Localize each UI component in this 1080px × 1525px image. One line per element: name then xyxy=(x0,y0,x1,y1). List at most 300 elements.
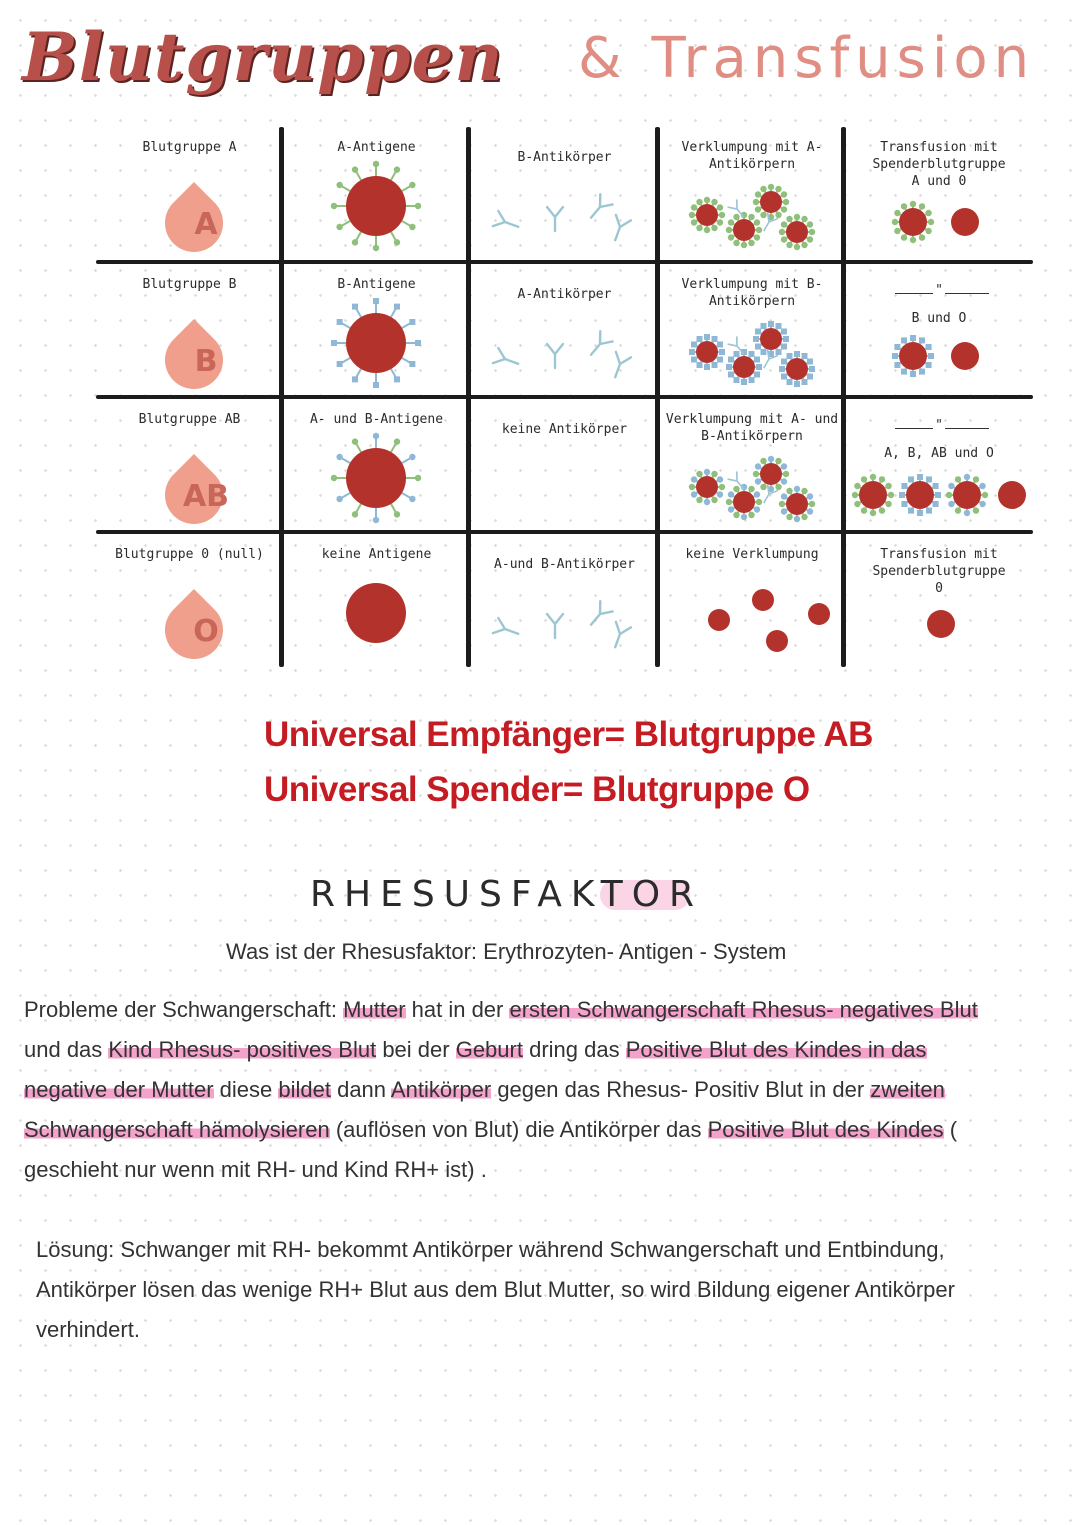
antibody-stroke xyxy=(608,352,631,380)
antigen-cell-illustration xyxy=(283,399,470,533)
antigen-tip xyxy=(783,199,789,205)
antigen-tip xyxy=(409,319,415,325)
antigen-tip xyxy=(768,456,774,462)
antigen-tip xyxy=(948,483,954,489)
antigen-tip xyxy=(749,377,755,383)
antigen-tip xyxy=(409,182,415,188)
antigen-tip xyxy=(928,219,934,225)
antigen-tip xyxy=(809,501,815,507)
donor-cell xyxy=(899,208,927,236)
antigen-tip xyxy=(955,476,961,482)
antigen-tip xyxy=(892,219,898,225)
universal-receiver: Universal Empfänger= Blutgruppe AB xyxy=(264,715,873,754)
antigen-tip xyxy=(711,497,717,503)
antibody xyxy=(493,348,521,371)
antigen-tip xyxy=(928,353,934,359)
antigen-tip xyxy=(892,353,898,359)
antigen-tip xyxy=(885,483,891,489)
antigen-tip xyxy=(373,298,379,304)
text-phrase: hat in der xyxy=(405,997,510,1022)
antibody xyxy=(547,344,563,368)
antigen-tip xyxy=(979,501,985,507)
antigen-tip xyxy=(879,476,885,482)
antigen-tip xyxy=(733,512,739,518)
antigen-tip xyxy=(801,488,807,494)
clumped-cell xyxy=(786,358,808,380)
antigen-label: keine Antigene xyxy=(321,547,432,562)
antigen-tip xyxy=(776,349,782,355)
antigen-tip xyxy=(409,224,415,230)
antigen-tip xyxy=(768,184,774,190)
transfusion-label: Transfusion mit Spenderblutgruppe 0 xyxy=(872,547,1006,596)
antigen-tip xyxy=(331,340,337,346)
antigen-tip xyxy=(794,351,800,357)
antigen-tip xyxy=(781,478,787,484)
antibody-label: A-und B-Antikörper xyxy=(494,557,635,572)
antigen-tip xyxy=(779,229,785,235)
antigen-cell-illustration xyxy=(283,127,470,261)
antibody-stroke xyxy=(547,614,563,638)
donor-cell xyxy=(953,481,981,509)
ditto-mark: " xyxy=(935,283,943,298)
antibody-label: B-Antikörper xyxy=(517,150,612,165)
antigen-tip xyxy=(801,514,807,520)
antigen-tip xyxy=(779,501,785,507)
clumping-label: Verklumpung mit B-Antikörpern xyxy=(681,277,823,309)
antigen-tip xyxy=(935,492,941,498)
ditto-mark: " xyxy=(935,418,943,433)
clumped-cell xyxy=(760,463,782,485)
antigen-tip xyxy=(394,511,400,517)
antigen-tip xyxy=(696,225,702,231)
antibody-stroke xyxy=(547,207,563,231)
antigen-tip xyxy=(336,496,342,502)
antigen-tip xyxy=(733,240,739,246)
antigen-tip xyxy=(728,234,734,240)
clumped-cell xyxy=(696,341,718,363)
antibody xyxy=(608,352,631,380)
antigen-tip xyxy=(336,224,342,230)
antigen-tip xyxy=(697,362,703,368)
page-subtitle: & Transfusion xyxy=(578,26,1036,91)
transfusion-illustration xyxy=(845,399,1033,533)
antigen-tip xyxy=(760,458,766,464)
antigen-tip xyxy=(696,471,702,477)
antigen-tip xyxy=(761,349,767,355)
antigen-tip xyxy=(955,507,961,513)
antigen-tip xyxy=(979,483,985,489)
antigen-tip xyxy=(973,507,979,513)
antigen-tip xyxy=(352,239,358,245)
antigen-tip xyxy=(409,454,415,460)
clumped-cell xyxy=(696,204,718,226)
antigen-tip xyxy=(373,161,379,167)
antibody xyxy=(585,194,613,223)
antigen-tip xyxy=(894,344,900,350)
antigen-tip xyxy=(926,508,932,514)
antigen-tip xyxy=(704,499,710,505)
antigen-tip xyxy=(753,199,759,205)
antigen-tip xyxy=(719,484,725,490)
clumped-cell xyxy=(786,493,808,515)
antigen-tip xyxy=(807,221,813,227)
antigen-tip xyxy=(783,336,789,342)
antibody xyxy=(585,331,613,360)
antigen-tip xyxy=(748,240,754,246)
antigen-tip xyxy=(786,242,792,248)
antigen-tip xyxy=(781,191,787,197)
antigen-tip xyxy=(901,337,907,343)
antigen-tip xyxy=(756,227,762,233)
antigen-tip xyxy=(336,454,342,460)
antigen-tip xyxy=(712,336,718,342)
antigen-tip xyxy=(870,510,876,516)
highlighted-phrase: bildet xyxy=(278,1077,331,1102)
antibody xyxy=(608,215,631,243)
antigen-tip xyxy=(925,210,931,216)
antigen-tip xyxy=(733,486,739,492)
antigen-tip xyxy=(807,374,813,380)
antigen-tip xyxy=(926,362,932,368)
antigen-tip xyxy=(786,514,792,520)
highlighted-phrase: Positive Blut des Kindes in das negative der Mutter xyxy=(24,1037,927,1102)
clumped-cell xyxy=(760,328,782,350)
antigen-tip xyxy=(919,203,925,209)
antigen-tip xyxy=(787,379,793,385)
antigen-tip xyxy=(726,499,732,505)
antigen-tip xyxy=(711,471,717,477)
antigen-tip xyxy=(964,474,970,480)
antibody-illustration xyxy=(470,264,659,398)
universal-donor: Universal Spender= Blutgruppe O xyxy=(264,770,810,809)
antigen-tip xyxy=(933,501,939,507)
antigen-tip xyxy=(852,492,858,498)
antigen-tip xyxy=(756,364,762,370)
antigen-tip xyxy=(373,382,379,388)
antigen-tip xyxy=(809,229,815,235)
antigen-tip xyxy=(794,214,800,220)
antigen-tip xyxy=(373,433,379,439)
antibody-stroke xyxy=(608,215,631,243)
text-phrase: Probleme der Schwangerschaft: xyxy=(24,997,344,1022)
antigen-cell-illustration xyxy=(283,534,470,668)
antigen-tip xyxy=(734,377,740,383)
antigen-tip xyxy=(854,483,860,489)
antigen-tip xyxy=(717,219,723,225)
antigen-tip xyxy=(908,476,914,482)
antigen-tip xyxy=(901,234,907,240)
donor-cell xyxy=(927,610,955,638)
clumped-cell xyxy=(808,603,830,625)
antigen-label: A- und B-Antigene xyxy=(309,412,444,427)
antigen-tip xyxy=(734,351,740,357)
blood-group-letter: B xyxy=(194,344,218,379)
highlighted-phrase: zweiten Schwangerschaft hämolysieren xyxy=(24,1077,945,1142)
highlighted-phrase: Kind Rhesus- positives Blut xyxy=(108,1037,377,1062)
antigen-tip xyxy=(754,372,760,378)
antigen-tip xyxy=(794,486,800,492)
antigen-tip xyxy=(861,507,867,513)
antigen-tip xyxy=(781,206,787,212)
antigen-tip xyxy=(691,342,697,348)
antibody-illustration xyxy=(470,534,659,668)
antigen-tip xyxy=(704,469,710,475)
antigen-tip xyxy=(741,379,747,385)
antigen-tip xyxy=(712,362,718,368)
donor-cell xyxy=(899,342,927,370)
antibody xyxy=(493,618,521,641)
transfusion-label: A, B, AB und O xyxy=(884,446,994,461)
antigen-tip xyxy=(733,214,739,220)
antigen-tip xyxy=(781,463,787,469)
antibody xyxy=(608,622,631,650)
antigen-tip xyxy=(753,336,759,342)
antigen-tip xyxy=(879,507,885,513)
highlighted-phrase: Geburt xyxy=(455,1037,523,1062)
antigen-tip xyxy=(697,336,703,342)
antigen-tip xyxy=(337,319,343,325)
clumping-illustration xyxy=(659,264,845,398)
antigen-tip xyxy=(775,458,781,464)
antigen-tip xyxy=(901,483,907,489)
antigen-tip xyxy=(728,491,734,497)
antigen-tip xyxy=(775,212,781,218)
donor-cell xyxy=(998,481,1026,509)
antigen-tip xyxy=(786,216,792,222)
antigen-tip xyxy=(748,486,754,492)
antigen-tip xyxy=(726,364,732,370)
antigen-tip xyxy=(691,476,697,482)
antigen-tip xyxy=(910,237,916,243)
antigen-label: A-Antigene xyxy=(337,140,416,155)
clumped-cell xyxy=(696,476,718,498)
antibody xyxy=(547,207,563,231)
antigen-tip xyxy=(901,369,907,375)
antigen-tip xyxy=(807,359,813,365)
antigen-tip xyxy=(775,484,781,490)
antigen-tip xyxy=(761,323,767,329)
antigen-tip xyxy=(917,510,923,516)
antigen-tip xyxy=(919,337,925,343)
clumped-cell xyxy=(752,589,774,611)
antibody-stroke xyxy=(493,618,521,641)
clumped-cell xyxy=(733,491,755,513)
blood-group-label: Blutgruppe AB xyxy=(138,412,241,427)
antigen-tip xyxy=(755,206,761,212)
antigen-tip xyxy=(741,514,747,520)
transfusion-label: B und O xyxy=(911,311,967,326)
clumping-illustration xyxy=(659,127,845,261)
antibody-stroke xyxy=(585,194,613,223)
blood-group-label: Blutgruppe 0 (null) xyxy=(115,547,264,562)
page-title: Blutgruppen xyxy=(22,18,504,96)
clumping-illustration xyxy=(659,399,845,533)
pregnancy-problems-text xyxy=(24,990,984,1190)
antigen-tip xyxy=(755,191,761,197)
antibody-stroke xyxy=(585,331,613,360)
transfusion-illustration xyxy=(845,264,1033,398)
antigen-tip xyxy=(717,491,723,497)
rhesus-question: Was ist der Rhesusfaktor: Erythrozyten- Antigen - System xyxy=(226,939,787,964)
blood-group-label: Blutgruppe B xyxy=(142,277,237,292)
antibody-stroke xyxy=(493,348,521,371)
clumped-cell xyxy=(766,630,788,652)
antibody-label: keine Antikörper xyxy=(501,422,628,437)
antibody xyxy=(493,211,521,234)
antigen-tip xyxy=(756,499,762,505)
antigen-tip xyxy=(373,517,379,523)
antigen-tip xyxy=(781,329,787,335)
clumped-cell xyxy=(760,191,782,213)
antigen-tip xyxy=(794,244,800,250)
blood-group-letter: O xyxy=(193,614,219,649)
antigen-tip xyxy=(717,476,723,482)
antigen-tip xyxy=(919,234,925,240)
antigen-tip xyxy=(779,366,785,372)
antigen-cell-illustration xyxy=(283,264,470,398)
donor-cell xyxy=(859,481,887,509)
antigen-tip xyxy=(760,484,766,490)
clumped-cell xyxy=(733,356,755,378)
antibody-stroke xyxy=(547,344,563,368)
antigen-tip xyxy=(394,239,400,245)
antigen-tip xyxy=(781,221,787,227)
antigen-tip xyxy=(352,376,358,382)
antigen-tip xyxy=(717,204,723,210)
antigen-tip xyxy=(415,203,421,209)
antigen-tip xyxy=(337,361,343,367)
antigen-tip xyxy=(910,201,916,207)
antigen-tip xyxy=(689,212,695,218)
antigen-tip xyxy=(760,212,766,218)
text-phrase: bei der xyxy=(376,1037,456,1062)
antigen-tip xyxy=(754,506,760,512)
antigen-tip xyxy=(394,304,400,310)
antigen-tip xyxy=(691,219,697,225)
antigen-tip xyxy=(331,203,337,209)
antigen-tip xyxy=(748,512,754,518)
antigen-tip xyxy=(717,342,723,348)
antigen-tip xyxy=(794,516,800,522)
transfusion-label: Transfusion mit Spenderblutgruppe A und 0 xyxy=(872,140,1006,189)
clumped-cell xyxy=(708,609,730,631)
antigen-tip xyxy=(728,357,734,363)
antigen-tip xyxy=(794,381,800,387)
text-phrase: ( geschieht nur wenn mit RH- und Kind RH+ ist) . xyxy=(24,1117,958,1182)
red-blood-cell xyxy=(346,448,406,508)
text-phrase: (auflösen von Blut) die Antikörper das xyxy=(329,1117,708,1142)
antigen-tip xyxy=(728,372,734,378)
blood-group-label: Blutgruppe A xyxy=(142,140,237,155)
antigen-tip xyxy=(781,236,787,242)
antigen-tip xyxy=(783,471,789,477)
antigen-tip xyxy=(415,340,421,346)
antigen-tip xyxy=(749,351,755,357)
antigen-tip xyxy=(802,353,808,359)
antigen-tip xyxy=(741,242,747,248)
antigen-tip xyxy=(901,203,907,209)
antigen-tip xyxy=(901,501,907,507)
antigen-tip xyxy=(870,474,876,480)
antigen-tip xyxy=(894,210,900,216)
antigen-tip xyxy=(982,492,988,498)
antigen-label: B-Antigene xyxy=(337,277,416,292)
antigen-tip xyxy=(926,344,932,350)
text-phrase: gegen das Rhesus- Positiv Blut in der xyxy=(491,1077,871,1102)
antigen-tip xyxy=(717,357,723,363)
antigen-tip xyxy=(910,371,916,377)
highlighted-phrase: Mutter xyxy=(343,997,406,1022)
antigen-tip xyxy=(926,476,932,482)
antigen-tip xyxy=(933,483,939,489)
blood-group-letter: AB xyxy=(182,479,230,514)
antigen-tip xyxy=(755,463,761,469)
antigen-tip xyxy=(409,496,415,502)
antigen-tip xyxy=(801,242,807,248)
antigen-tip xyxy=(888,492,894,498)
antigen-tip xyxy=(787,353,793,359)
antigen-tip xyxy=(807,508,813,514)
antigen-tip xyxy=(394,438,400,444)
antigen-tip xyxy=(917,474,923,480)
antigen-tip xyxy=(919,369,925,375)
antigen-tip xyxy=(704,197,710,203)
antigen-tip xyxy=(854,501,860,507)
antigen-tip xyxy=(696,199,702,205)
text-phrase: dring das xyxy=(522,1037,626,1062)
antigen-tip xyxy=(775,186,781,192)
antigen-tip xyxy=(781,359,787,365)
antigen-tip xyxy=(755,478,761,484)
antigen-tip xyxy=(807,236,813,242)
antigen-tip xyxy=(336,182,342,188)
antigen-tip xyxy=(760,186,766,192)
antigen-tip xyxy=(899,492,905,498)
text-phrase: diese xyxy=(213,1077,279,1102)
antigen-tip xyxy=(394,376,400,382)
antigen-tip xyxy=(754,357,760,363)
antigen-tip xyxy=(728,219,734,225)
antibody xyxy=(585,601,613,630)
transfusion-illustration xyxy=(845,534,1033,668)
antigen-tip xyxy=(689,484,695,490)
antigen-tip xyxy=(781,508,787,514)
antibody-stroke xyxy=(608,622,631,650)
antigen-tip xyxy=(809,366,815,372)
antigen-tip xyxy=(755,329,761,335)
antigen-tip xyxy=(691,204,697,210)
rhesus-heading: RHESUSFAKTOR xyxy=(310,874,704,915)
antigen-tip xyxy=(696,497,702,503)
red-blood-cell xyxy=(346,313,406,373)
antigen-tip xyxy=(748,214,754,220)
antigen-tip xyxy=(394,166,400,172)
antigen-tip xyxy=(973,476,979,482)
antigen-tip xyxy=(776,323,782,329)
donor-cell xyxy=(951,208,979,236)
clumping-label: Verklumpung mit A-Antikörpern xyxy=(681,140,823,172)
antigen-tip xyxy=(768,321,774,327)
antigen-tip xyxy=(352,304,358,310)
antigen-tip xyxy=(948,501,954,507)
antigen-tip xyxy=(691,491,697,497)
antigen-tip xyxy=(908,508,914,514)
antigen-tip xyxy=(711,225,717,231)
red-blood-cell xyxy=(346,176,406,236)
antigen-tip xyxy=(753,471,759,477)
antigen-tip xyxy=(689,349,695,355)
antigen-tip xyxy=(754,234,760,240)
